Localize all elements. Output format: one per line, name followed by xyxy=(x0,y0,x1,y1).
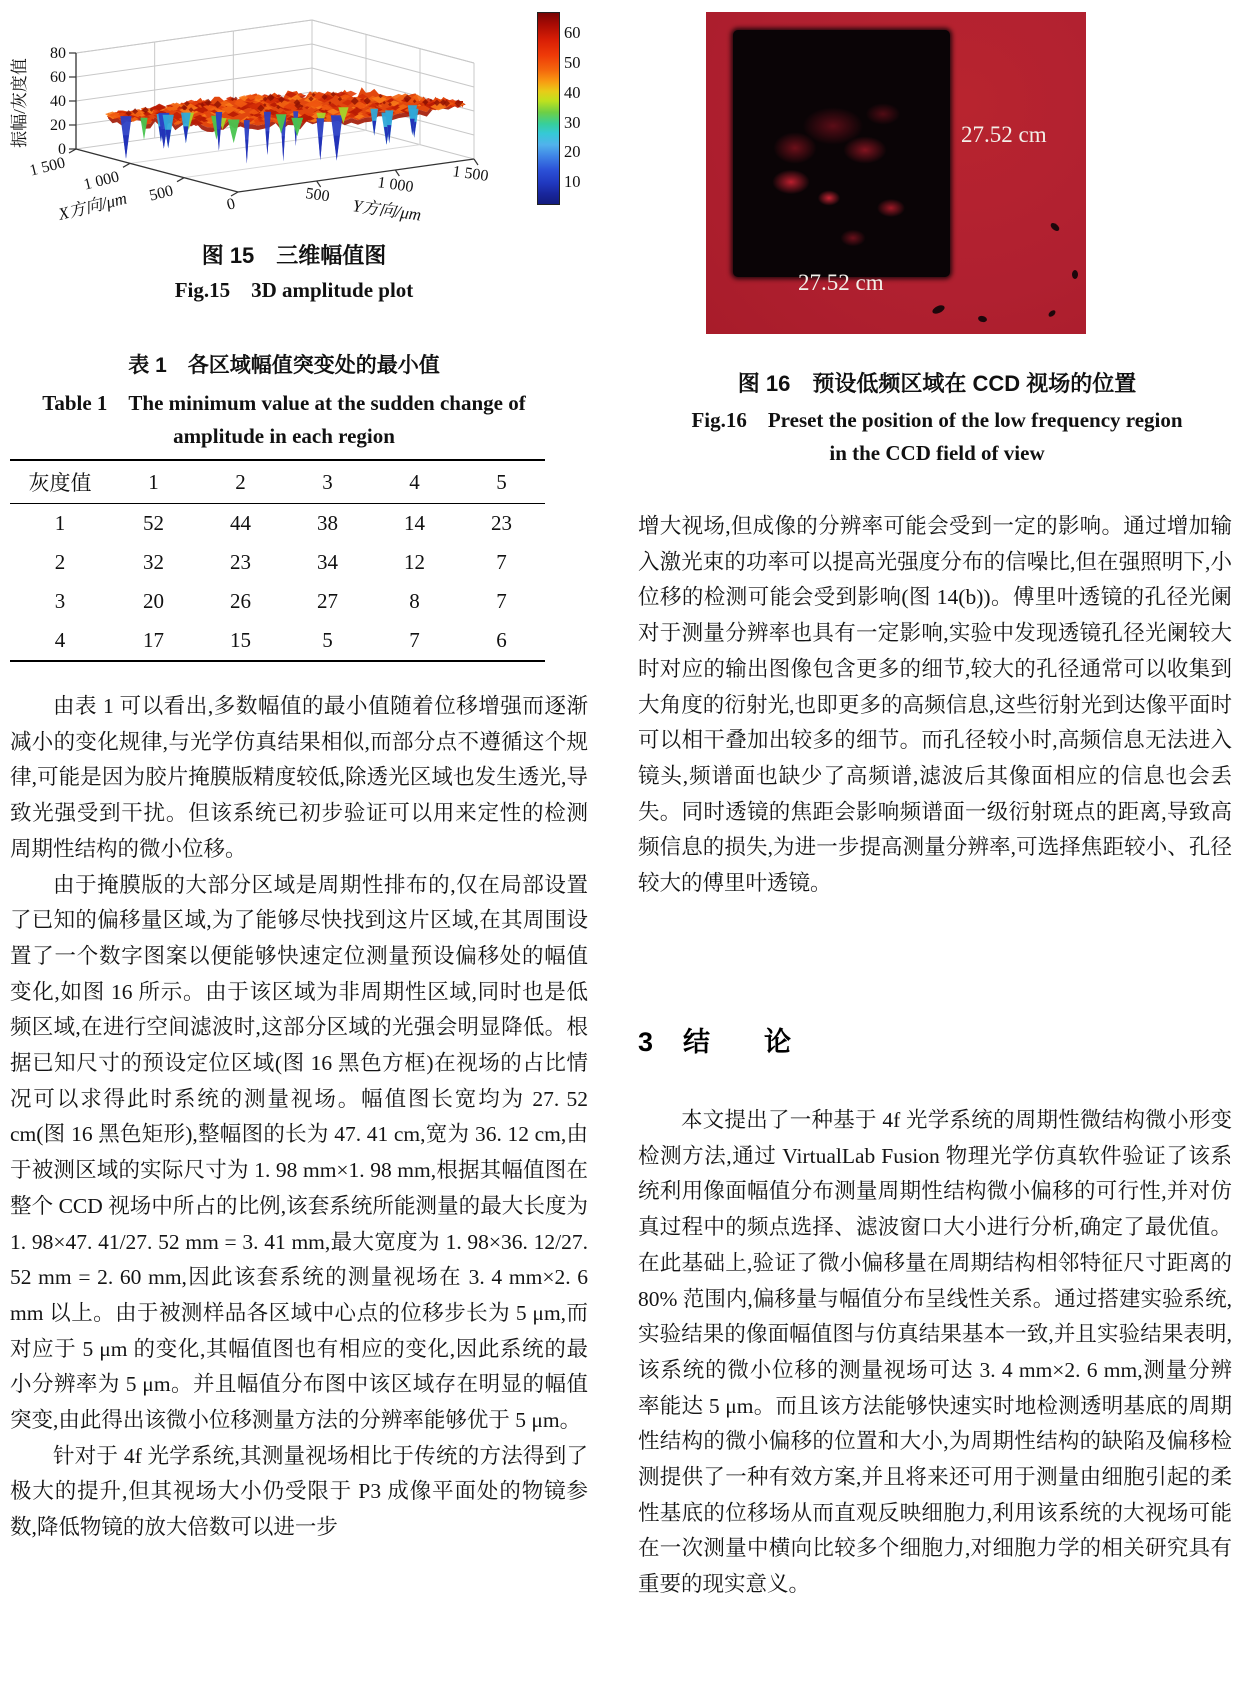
x-axis-tick: 500 xyxy=(147,182,175,205)
table-cell: 7 xyxy=(409,628,420,652)
colorbar-tick: 30 xyxy=(564,113,581,132)
table1 xyxy=(10,459,545,662)
table-cell: 32 xyxy=(143,550,164,574)
section-number: 3 xyxy=(638,1027,654,1057)
z-axis-tick: 20 xyxy=(50,117,66,134)
dust-speck xyxy=(931,304,946,316)
figure16-ccd-image xyxy=(706,12,1086,334)
table1-title-en-line1: Table 1 The minimum value at the sudden change of xyxy=(42,391,526,415)
table-cell: 17 xyxy=(143,628,164,652)
table-cell: 14 xyxy=(404,511,425,535)
table-cell: 38 xyxy=(317,511,338,535)
z-axis-tick: 40 xyxy=(50,93,66,110)
figure15-3d-amplitude-chart xyxy=(8,4,583,226)
dust-speck xyxy=(977,315,987,323)
x-axis-label: X方向/μm xyxy=(56,188,129,224)
table-header-cell: 1 xyxy=(148,469,159,494)
table-cell: 5 xyxy=(322,628,333,652)
table-cell: 7 xyxy=(496,589,507,613)
table-row xyxy=(10,582,545,621)
table-cell: 4 xyxy=(54,628,66,652)
table-header-cell: 3 xyxy=(322,469,333,494)
figure15-caption-zh: 图 15 三维幅值图 xyxy=(201,243,387,268)
dust-speck xyxy=(1049,221,1061,232)
table-header-cell: 灰度值 xyxy=(28,471,92,495)
figure16-dimension-label-bottom: 27.52 cm xyxy=(798,270,884,295)
section-heading-conclusion xyxy=(638,1020,1232,1059)
table-cell: 26 xyxy=(230,589,251,613)
table-cell: 23 xyxy=(491,511,512,535)
table-cell: 52 xyxy=(143,511,164,535)
z-axis-tick: 60 xyxy=(50,69,66,86)
colorbar-tick: 60 xyxy=(564,23,581,42)
table-cell: 15 xyxy=(230,628,251,652)
table-cell: 27 xyxy=(317,589,338,613)
x-axis-tick: 0 xyxy=(225,195,237,214)
paragraph: 由于掩膜版的大部分区域是周期性排布的,仅在局部设置了已知的偏移量区域,为了能够尽快找到这片区域,在其周围设置了一个数字图案以便能够快速定位测量预设偏移处的幅值变化,如图 16 所示。由于该区域为非周期性区域,同时也是低频区域,在进行空间滤波时,这部分区域的光强会明显降低。根据已知尺寸的预设定位区域(图 16 黑色方框)在视场的占比情况可以求得此时系统的测量视场。幅值图长宽均为 27. 52 cm(图 16 黑色矩形),整幅图的长为 47. 41 cm,宽为 36. 12 cm,由于被测区域的实际尺寸为 1. 98 mm×1. 98 mm,根据其幅值图在整个 CCD 视场中所占的比例,该套系统所能测量的最大长度为 1. 98×47. 41/27. 52 mm = 3. 41 mm,最大宽度为 1. 98×36. 12/27. 52 mm = 2. 60 mm,因此该套系统的测量视场在 3. 4 mm×2. 6 mm 以上。由于被测样品各区域中心点的位移步长为 5 μm,而对应于 5 μm 的变化,其幅值图也有相应的变化,因此系统的最小分辨率为 5 μm。并且幅值分布图中该区域存在明显的幅值突变,由此得出该微小位移测量方法的分辨率能够优于 5 μm。 xyxy=(10,872,588,1433)
y-axis-tick: 1 000 xyxy=(376,174,415,196)
table-row xyxy=(10,504,545,544)
table-cell: 44 xyxy=(230,511,251,535)
table-cell: 1 xyxy=(54,511,66,535)
y-axis-tick: 1 500 xyxy=(451,163,490,185)
table-header-cell: 5 xyxy=(496,469,507,494)
table-cell: 3 xyxy=(54,589,66,613)
figure16-caption-zh: 图 16 预设低频区域在 CCD 视场的位置 xyxy=(737,371,1137,396)
table1-title-zh: 表 1 各区域幅值突变处的最小值 xyxy=(128,354,440,377)
table-header-cell: 4 xyxy=(409,469,420,494)
colorbar-tick: 50 xyxy=(564,53,581,72)
table1-title-en-line2: amplitude in each region xyxy=(173,424,395,448)
left-column-text xyxy=(10,689,588,1546)
y-axis-tick: 500 xyxy=(304,185,331,206)
right-column-text-top xyxy=(638,509,1232,902)
table-cell: 8 xyxy=(409,589,420,613)
table-row xyxy=(10,621,545,661)
x-axis-tick: 1 000 xyxy=(81,168,121,194)
table-cell: 6 xyxy=(496,628,507,652)
paragraph: 由表 1 可以看出,多数幅值的最小值随着位移增强而逐渐减小的变化规律,与光学仿真结果相似,而部分点不遵循这个规律,可能是因为胶片掩膜版精度较低,除透光区域也发生透光,导致光强受到干扰。但该系统已初步验证可以用来定性的检测周期性结构的微小位移。 xyxy=(10,694,588,861)
x-axis-tick: 1 500 xyxy=(27,154,67,180)
chart-surface xyxy=(105,87,466,163)
table-cell: 20 xyxy=(143,589,164,613)
figure15-caption-en: Fig.15 3D amplitude plot xyxy=(174,278,414,302)
table-cell: 34 xyxy=(317,550,338,574)
paragraph: 针对于 4f 光学系统,其测量视场相比于传统的方法得到了极大的提升,但其视场大小仍受限于 P3 成像平面处的物镜参数,降低物镜的放大倍数可以进一步 xyxy=(10,1443,588,1540)
colorbar xyxy=(537,12,560,205)
table-cell: 12 xyxy=(404,550,425,574)
table-cell: 7 xyxy=(496,550,507,574)
section-title: 结 论 xyxy=(683,1027,792,1057)
colorbar-tick: 40 xyxy=(564,83,581,102)
table-cell: 23 xyxy=(230,550,251,574)
figure16-caption-en-line1: Fig.16 Preset the position of the low frequency region xyxy=(691,408,1183,432)
colorbar-tick: 20 xyxy=(564,142,581,161)
dust-speck xyxy=(1047,309,1056,318)
figure16-dimension-label-right: 27.52 cm xyxy=(961,122,1047,147)
table-header-cell: 2 xyxy=(235,469,246,494)
paragraph: 增大视场,但成像的分辨率可能会受到一定的影响。通过增加输入激光束的功率可以提高光强度分布的信噪比,但在强照明下,小位移的检测可能会受到影响(图 14(b))。傅里叶透镜的孔径光阑对于测量分辨率也具有一定影响,实验中发现透镜孔径光阑较大时对应的输出图像包含更多的细节,较大的孔径通常可以收集到大角度的衍射光,也即更多的高频信息,这些衍射光到达像平面时可以相干叠加出较多的细节。而孔径较小时,高频信息无法进入镜头,频谱面也缺少了高频谱,滤波后其像面相应的信息也会丢失。同时透镜的焦距会影响频谱面一级衍射斑点的距离,导致高频信息的损失,为进一步提高测量分辨率,可选择焦距较小、孔径较大的傅里叶透镜。 xyxy=(638,514,1232,896)
paragraph: 本文提出了一种基于 4f 光学系统的周期性微结构微小形变检测方法,通过 VirtualLab Fusion 物理光学仿真软件验证了该系统利用像面幅值分布测量周期性结构微小偏移的可行性,并对仿真过程中的频点选择、滤波窗口大小进行分析,确定了最优值。在此基础上,验证了微小偏移量在周期结构相邻特征尺寸距离的 80% 范围内,偏移量与幅值分布呈线性关系。通过搭建实验系统,实验结果的像面幅值图与仿真结果基本一致,并且实验结果表明,该系统的微小位移的测量视场可达 3. 4 mm×2. 6 mm,测量分辨率能达 5 μm。而且该方法能够快速实时地检测透明基底的周期性结构的微小偏移的位置和大小,为周期性结构的缺陷及偏移检测提供了一种有效方案,并且将来还可用于测量由细胞引起的柔性基底的位移场从而直观反映细胞力,利用该系统的大视场可能在一次测量中横向比较多个细胞力,对细胞力学的相关研究具有重要的现实意义。 xyxy=(638,1108,1232,1597)
colorbar-tick: 10 xyxy=(564,172,581,191)
table-row xyxy=(10,543,545,582)
z-axis-tick: 80 xyxy=(50,45,66,62)
dust-speck xyxy=(1072,270,1078,279)
z-axis-label: 振幅/灰度值 xyxy=(10,58,29,148)
figure16-caption-en-line2: in the CCD field of view xyxy=(829,441,1045,465)
figure16-low-frequency-square xyxy=(733,30,950,277)
table-header-row xyxy=(10,460,545,504)
right-column-text-conclusion xyxy=(638,1103,1232,1603)
y-axis-label: Y方向/μm xyxy=(351,196,423,225)
z-axis-tick: 0 xyxy=(58,141,66,158)
table-cell: 2 xyxy=(54,550,66,574)
